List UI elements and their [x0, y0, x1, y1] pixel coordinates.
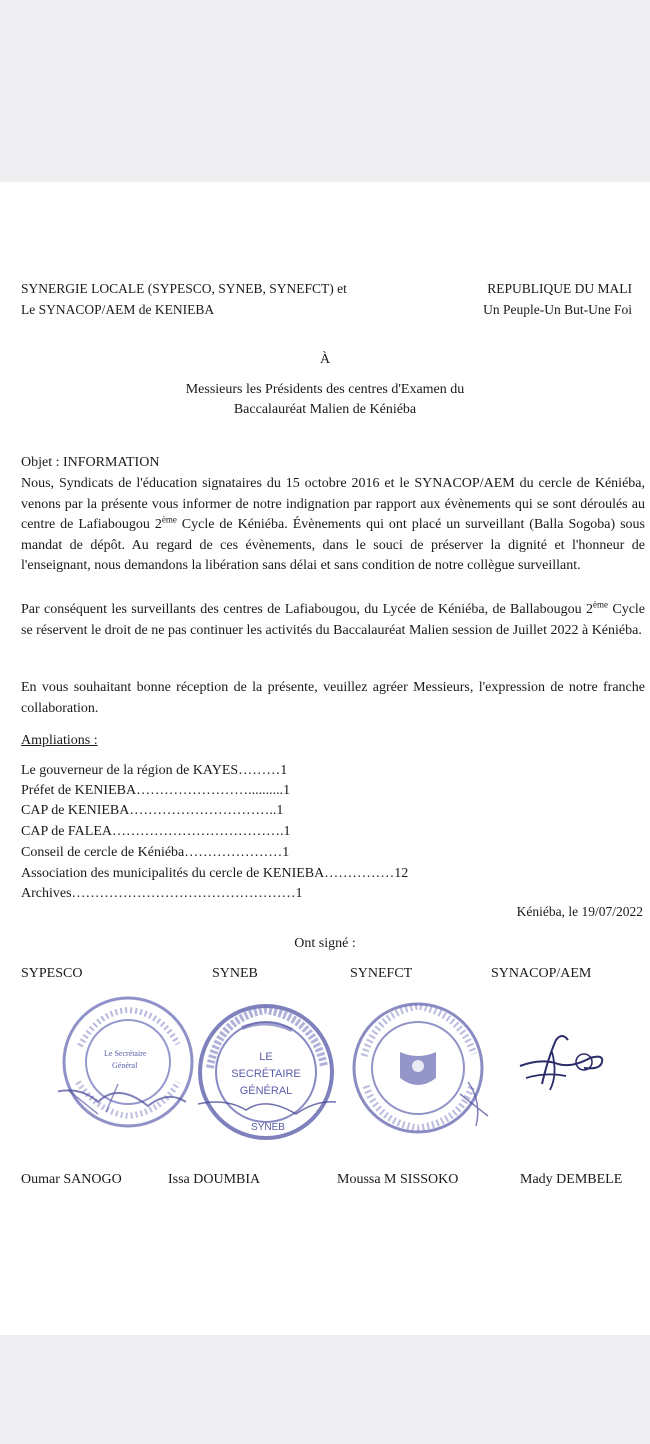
recipient-a: À [319, 352, 331, 367]
signatory-org-synacop: SYNACOP/AEM [491, 966, 592, 981]
sypesco-stamp [58, 994, 196, 1134]
ampliation-item: Conseil de cercle de Kéniéba…………………1 [21, 845, 290, 860]
place-date: Kéniéba, le 19/07/2022 [516, 904, 643, 919]
object-line: Objet : INFORMATION [21, 455, 160, 470]
svg-text:Général: Général [112, 1061, 138, 1070]
header-right [483, 278, 632, 320]
ampliation-item: Préfet de KENIEBA……………………..........1 [21, 783, 291, 798]
header-right-line1: REPUBLIQUE DU MALI [487, 281, 632, 296]
header-right-line2: Un Peuple-Un But-Une Foi [483, 302, 632, 317]
ampliation-item: Le gouverneur de la région de KAYES………1 [21, 763, 288, 778]
signatory-org-sypesco: SYPESCO [21, 966, 83, 981]
header-left-line1: SYNERGIE LOCALE (SYPESCO, SYNEB, SYNEFCT) et [21, 281, 347, 296]
header-left-line2: Le SYNACOP/AEM de KENIEBA [21, 302, 215, 317]
ampliations-title: Ampliations : [21, 733, 98, 748]
header-left [21, 278, 347, 320]
ampliation-item: Association des municipalités du cercle de KENIEBA……………12 [21, 866, 409, 881]
signatory-name-doumbia: Issa DOUMBIA [168, 1172, 261, 1187]
signatory-name-sissoko: Moussa M SISSOKO [337, 1172, 459, 1187]
ampliation-item: CAP de KENIEBA…………………………..1 [21, 803, 284, 818]
paragraph-3: En vous souhaitant bonne réception de la présente, veuillez agréer Messieurs, l'expression de notre franche collaboration. [21, 680, 645, 716]
synacop-signature [512, 1028, 612, 1108]
recipient-line1: Messieurs les Présidents des centres d'Examen du [185, 382, 465, 397]
synefct-stamp [348, 994, 498, 1144]
ampliation-item: CAP de FALEA……………………………….1 [21, 824, 291, 839]
signatory-name-dembele: Mady DEMBELE [520, 1172, 623, 1187]
paragraph-2: Par conséquent les surveillants des centres de Lafiabougou, du Lycée de Kéniéba, de Ballabougou 2ème Cycle se réservent le droit de ne pas continuer les activités du Baccalauréat Malien session de Juillet 2022 à Kéniéba. [21, 599, 646, 638]
signatory-org-syneb: SYNEB [212, 966, 258, 981]
sypesco-stamp-text: Le Secrétaire [104, 1049, 147, 1058]
syneb-stamp-general: GÉNÉRAL [239, 1085, 293, 1097]
signatory-name-sanogo: Oumar SANOGO [21, 1172, 122, 1187]
syneb-stamp [196, 1000, 338, 1142]
recipient-line2: Baccalauréat Malien de Kéniéba [233, 402, 417, 417]
syneb-stamp-ring: SYNEB [251, 1122, 285, 1133]
paragraph-1: Nous, Syndicats de l'éducation signataires du 15 octobre 2016 et le SYNACOP/AEM du cercle de Kéniéba, venons par la présente vous informer de notre indignation par rapport aux évènements qui se sont déroulés au centre de Lafiabougou 2ème Cycle de Kéniéba. Évènements qui ont placé un surveillant (Balla Sogoba) sous mandat de dépôt. Au regard de ces évènements, dans le souci de préserver la dignité et l'honneur de l'enseignant, nous demandons la libération sans délai et sans condition de notre collègue surveillant. [21, 476, 645, 573]
document-page [0, 182, 650, 1335]
signatory-org-synefct: SYNEFCT [350, 966, 413, 981]
signed-label: Ont signé : [294, 936, 356, 951]
syneb-stamp-secretaire: SECRÉTAIRE [231, 1068, 301, 1080]
syneb-stamp-le: LE [259, 1051, 273, 1063]
ampliation-item: Archives…………………………………………1 [21, 886, 303, 901]
